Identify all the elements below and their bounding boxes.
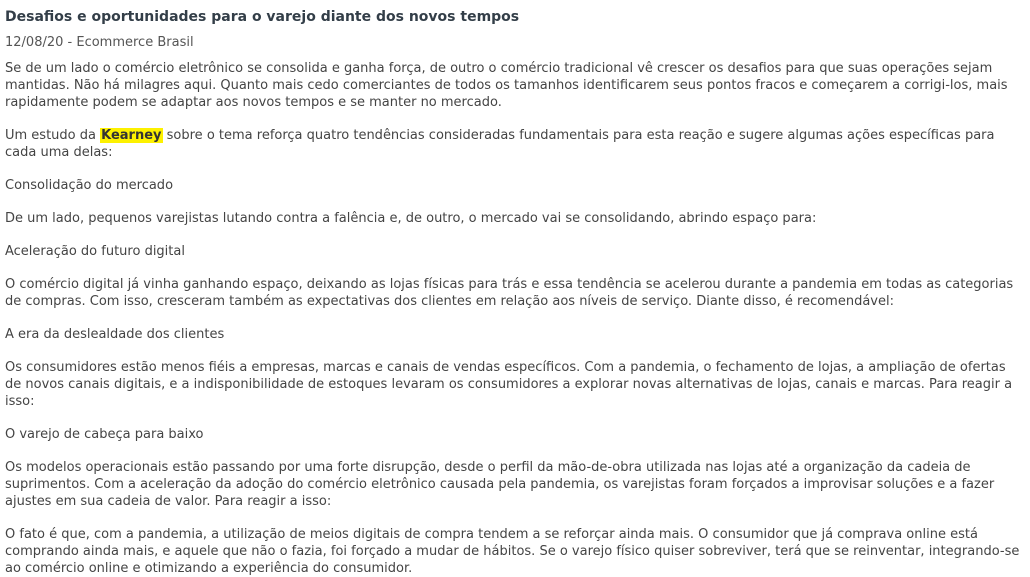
paragraph-intro: Se de um lado o comércio eletrônico se consolida e ganha força, de outro o comércio tradicional vê crescer os desafios para que suas operações sejam mantidas. Não há milagres aqui. Quanto mais cedo comerciantes de todos os tamanhos identificarem seus pontos fracos e começarem a corrigi-los, mais rapidamente podem se adaptar aos novos tempos e se manter no mercado. bbox=[5, 61, 1008, 110]
section-heading-digital: Aceleração do futuro digital bbox=[5, 244, 185, 259]
paragraph-disloyalty: Os consumidores estão menos fiéis a empresas, marcas e canais de vendas específicos. Com a pandemia, o fechamento de lojas, a ampliação de ofertas de novos canais digitais, e a indisponibilidade de estoques levaram os consumidores a explorar novas alternativas de lojas, canais e marcas. Para reagir a isso: bbox=[5, 360, 1013, 409]
paragraph-operations: Os modelos operacionais estão passando por uma forte disrupção, desde o perfil da mão-de-obra utilizada nas lojas até a organização da cadeia de suprimentos. Com a aceleração da adoção do comércio eletrônico causada pela pandemia, os varejistas foram forçados a improvisar soluções e a fazer ajustes em sua cadeia de valor. Para reagir a isso: bbox=[5, 460, 995, 509]
article-date: 12/08/20 bbox=[5, 35, 64, 50]
article-title: Desafios e oportunidades para o varejo diante dos novos tempos bbox=[5, 9, 520, 25]
highlighted-term-kearney: Kearney bbox=[101, 128, 162, 143]
meta-separator: - bbox=[63, 35, 77, 50]
section-heading-operations: O varejo de cabeça para baixo bbox=[5, 427, 204, 442]
study-text-after: sobre o tema reforça quatro tendências consideradas fundamentais para esta reação e sugere algumas ações específicas para cada uma delas: bbox=[5, 128, 995, 160]
paragraph-consolidation: De um lado, pequenos varejistas lutando contra a falência e, de outro, o mercado vai se consolidando, abrindo espaço para: bbox=[5, 211, 817, 226]
study-text-before: Um estudo da bbox=[5, 128, 101, 143]
article-source: Ecommerce Brasil bbox=[76, 35, 194, 50]
article-meta bbox=[5, 34, 1022, 51]
section-heading-consolidation: Consolidação do mercado bbox=[5, 178, 174, 193]
paragraph-closing: O fato é que, com a pandemia, a utilização de meios digitais de compra tendem a se reforçar ainda mais. O consumidor que já comprava online está comprando ainda mais, e aquele que não o fazia, foi forçado a mudar de hábitos. Se o varejo físico quiser sobreviver, terá que se reinventar, integrando-se ao comércio online e otimizando a experiência do consumidor. bbox=[5, 527, 1020, 576]
paragraph-digital: O comércio digital já vinha ganhando espaço, deixando as lojas físicas para trás e essa tendência se acelerou durante a pandemia em todas as categorias de compras. Com isso, cresceram também as expectativas dos clientes em relação aos níveis de serviço. Diante disso, é recomendável: bbox=[5, 277, 1014, 309]
paragraph-study bbox=[5, 127, 1022, 161]
section-heading-disloyalty: A era da deslealdade dos clientes bbox=[5, 327, 225, 342]
